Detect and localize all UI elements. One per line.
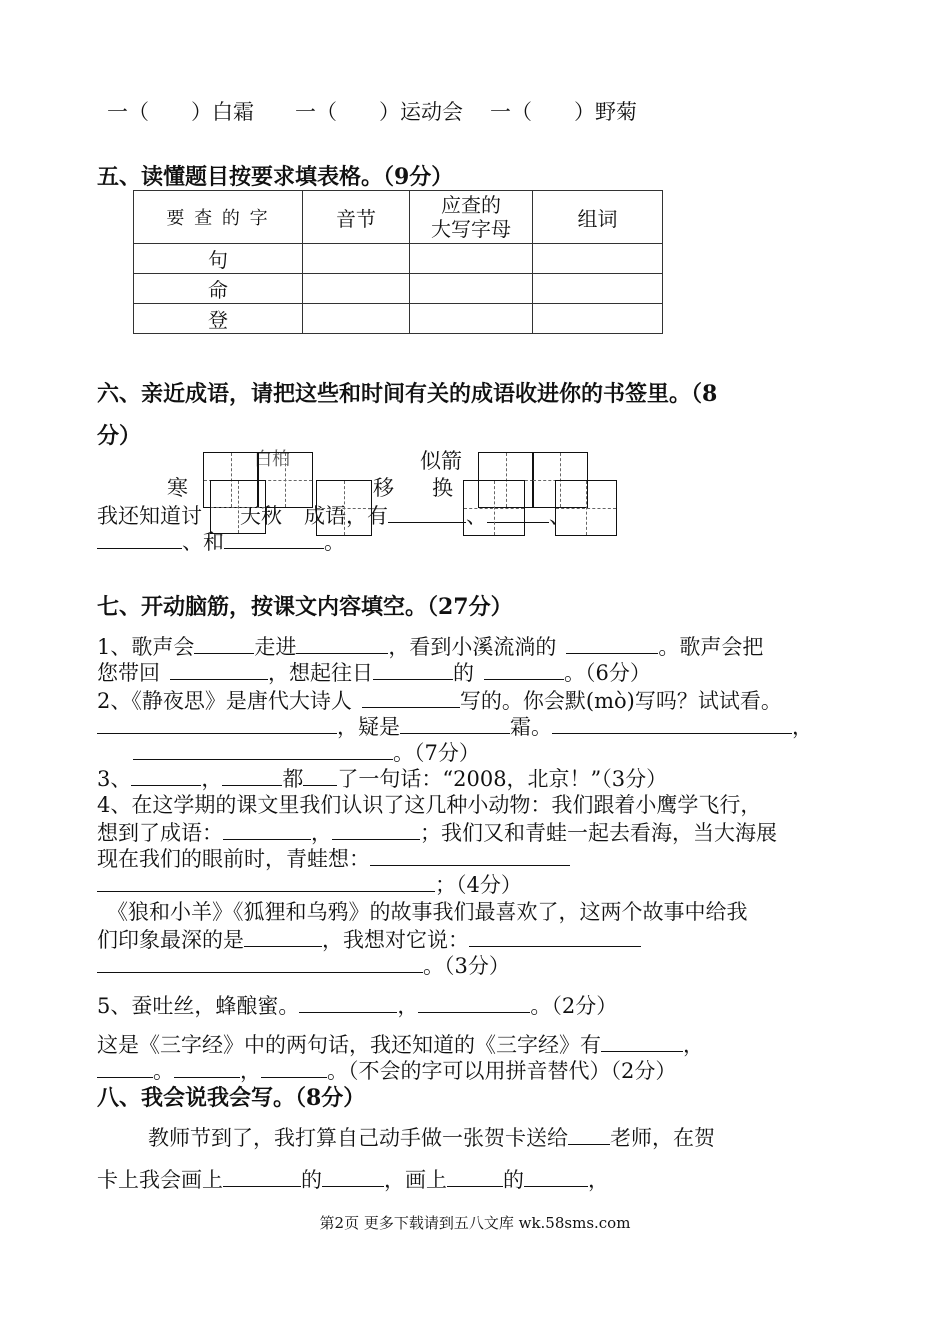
q3-line: 3、 ， 都 了一句话：“2008，北京！”（3分） (97, 767, 668, 791)
idiom-partial: 白柏 (254, 449, 290, 470)
section-7-title: 七、开动脑筋，按课文内容填空。（27分） (97, 594, 513, 620)
q4-line-6: 们印象最深的是 ，我想对它说： (97, 926, 641, 953)
header-char: 要 查 的 字 (134, 191, 303, 244)
q4-line-1: 4、在这学期的课文里我们认识了这几种小动物：我们跟着小鹰学飞行， (97, 793, 762, 817)
row-char: 句 (134, 244, 303, 274)
q5-line-2: 这是《三字经》中的两句话，我还知道的《三字经》有 ， (97, 1033, 704, 1057)
writing-line-1: 教师节到了，我打算自己动手做一张贺卡送给 老师，在贺 (148, 1126, 715, 1150)
measure-word-item-3: 一（ ）野菊 (490, 100, 637, 124)
section-5-title: 五、读懂题目按要求填表格。（9分） (97, 164, 454, 190)
idiom-box[interactable] (555, 480, 617, 536)
q2-line-2: ，疑是 霜。 ， (97, 713, 813, 740)
idiom-line-1: 我还知道讨 天秋 成语，有 、 、 (97, 504, 570, 528)
header-capital-letter: 应查的 大写字母 (410, 191, 533, 244)
q4-line-7: 。（3分） (97, 952, 510, 979)
row-char: 登 (134, 304, 303, 334)
idiom-box[interactable] (463, 480, 525, 536)
q5-line-1: 5、蚕吐丝，蜂酿蜜。 ， 。（2分） (97, 994, 618, 1018)
lookup-table (133, 190, 663, 334)
q4-line-3: 现在我们的眼前时，青蛙想： (97, 845, 570, 872)
idiom-line-2: 、和 。 (97, 528, 345, 555)
section-8-title: 八、我会说我会写。（8分） (97, 1085, 366, 1111)
idiom-hint-yi: 移 (373, 476, 394, 500)
q2-line-3: 。（7分） (133, 739, 480, 766)
header-word: 组词 (533, 191, 663, 244)
q4-line-4: ；（4分） (97, 871, 522, 898)
q4-line-2: 想到了成语： ， ；我们又和青蛙一起去看海，当大海展 (97, 821, 777, 845)
section-6-title-line-1: 六、亲近成语，请把这些和时间有关的成语收进你的书签里。（8 (97, 381, 718, 407)
section-6-title-line-2: 分） (97, 423, 142, 449)
q4-line-5: 《狼和小羊》《狐狸和乌鸦》的故事我们最喜欢了，这两个故事中给我 (107, 900, 748, 924)
idiom-box[interactable] (210, 480, 266, 534)
header-syllable: 音节 (303, 191, 410, 244)
q1-line-1: 1、歌声会 走进 ，看到小溪流淌的 。歌声会把 (97, 635, 764, 659)
q2-line-1: 2、《静夜思》是唐代大诗人 写的。你会默(mò)写吗？试试看。 (97, 689, 782, 713)
writing-line-2: 卡上我会画上 的 ，画上 的 ， (97, 1168, 609, 1192)
idiom-hint-han: 寒 (167, 476, 188, 500)
q1-line-2: 您带回 ，想起往日 的 。（6分） (97, 661, 651, 685)
measure-word-item-2: 一（ ）运动会 (295, 100, 463, 124)
idiom-hint-huan: 换 (432, 476, 453, 500)
measure-word-item-1: 一（ ）白霜 (107, 100, 254, 124)
idiom-hint-sijian: 似箭 (420, 449, 462, 473)
row-char: 命 (134, 274, 303, 304)
page-footer: 第2页 更多下载请到五八文库 wk.58sms.com (319, 1214, 631, 1232)
q5-line-3: 。 ， 。（不会的字可以用拼音替代）（2分） (97, 1057, 676, 1084)
idiom-box[interactable] (316, 480, 372, 536)
